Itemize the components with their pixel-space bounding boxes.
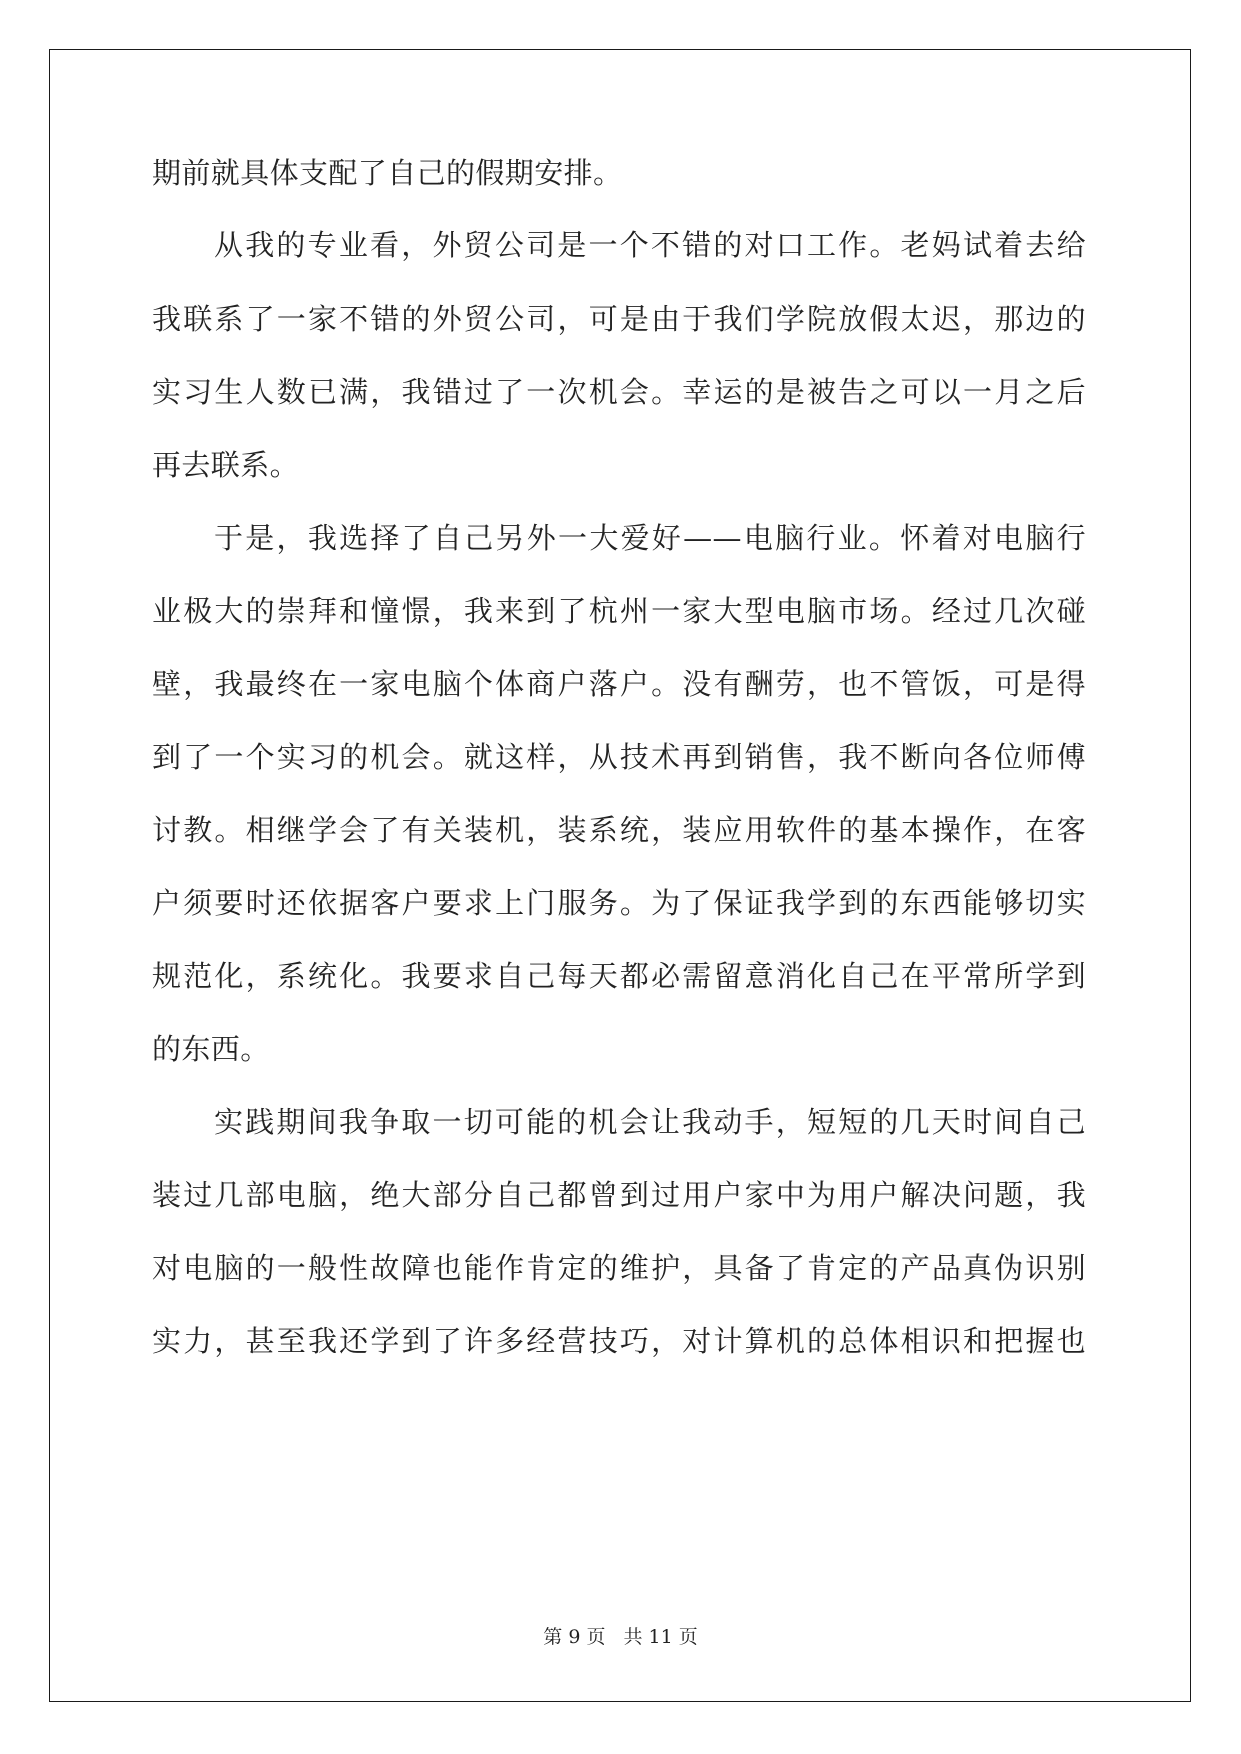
- text-line: 业极大的崇拜和憧憬，我来到了杭州一家大型电脑市场。经过几次碰: [152, 594, 1086, 628]
- text-line: 我联系了一家不错的外贸公司，可是由于我们学院放假太迟，那边的: [152, 302, 1086, 336]
- page-border: [49, 49, 1191, 1702]
- current-page-label: 第 9 页: [543, 1626, 606, 1648]
- text-line: 从我的专业看，外贸公司是一个不错的对口工作。老妈试着去给: [214, 228, 1086, 262]
- text-line: 规范化，系统化。我要求自己每天都必需留意消化自己在平常所学到: [152, 959, 1086, 993]
- text-line: 于是，我选择了自己另外一大爱好——电脑行业。怀着对电脑行: [214, 521, 1086, 555]
- text-line: 壁，我最终在一家电脑个体商户落户。没有酬劳，也不管饭，可是得: [152, 667, 1086, 701]
- text-line: 期前就具体支配了自己的假期安排。: [152, 156, 623, 190]
- text-line: 的东西。: [152, 1032, 270, 1066]
- text-line: 讨教。相继学会了有关装机，装系统，装应用软件的基本操作，在客: [152, 813, 1086, 847]
- text-line: 装过几部电脑，绝大部分自己都曾到过用户家中为用户解决问题，我: [152, 1178, 1086, 1212]
- text-line: 户须要时还依据客户要求上门服务。为了保证我学到的东西能够切实: [152, 886, 1086, 920]
- total-pages-label: 共 11 页: [623, 1626, 698, 1648]
- text-line: 实习生人数已满，我错过了一次机会。幸运的是被告之可以一月之后: [152, 375, 1086, 409]
- text-line: 实力，甚至我还学到了许多经营技巧，对计算机的总体相识和把握也: [152, 1324, 1086, 1358]
- text-line: 再去联系。: [152, 448, 300, 482]
- text-line: 实践期间我争取一切可能的机会让我动手，短短的几天时间自己: [214, 1105, 1086, 1139]
- text-line: 对电脑的一般性故障也能作肯定的维护，具备了肯定的产品真伪识别: [152, 1251, 1086, 1285]
- page-footer: [0, 1622, 1241, 1649]
- text-line: 到了一个实习的机会。就这样，从技术再到销售，我不断向各位师傅: [152, 740, 1086, 774]
